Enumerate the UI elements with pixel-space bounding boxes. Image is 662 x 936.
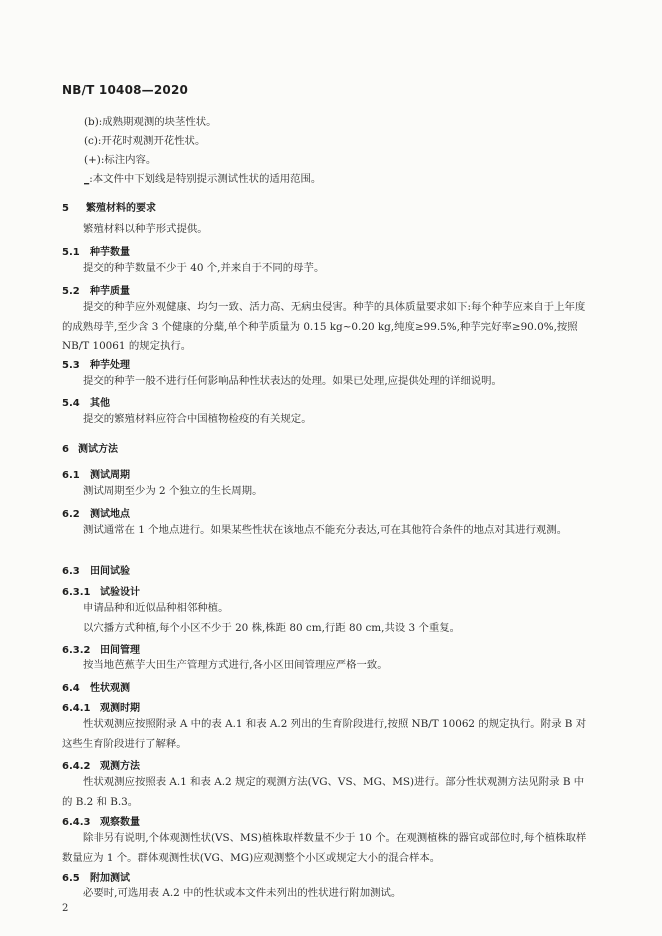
underline-note-text: :本文件中下划线是特别提示测试性状的适用范围。 bbox=[89, 173, 322, 185]
heading-6-3-1: 6.3.1 试验设计 bbox=[62, 587, 140, 598]
paragraph-6-4-2: 性状观测应按照表 A.1 和表 A.2 规定的观测方法(VG、VS、MG、MS)进行。部分性状观测方法见附录 B 中的 B.2 和 B.3。 bbox=[62, 776, 585, 808]
paragraph-6-2: 测试通常在 1 个地点进行。如果某些性状在该地点不能充分表达,可在其他符合条件的地点对其进行观测。 bbox=[83, 524, 568, 536]
note-underline bbox=[84, 171, 662, 187]
heading-5-1: 5.1 种芋数量 bbox=[62, 247, 130, 258]
paragraph-5-3: 提交的种芋一般不进行任何影响品种性状表达的处理。如果已处理,应提供处理的详细说明。 bbox=[83, 375, 502, 387]
heading-6-2: 6.2 测试地点 bbox=[62, 509, 130, 520]
paragraph-6-3-1-b: 以穴播方式种植,每个小区不少于 20 株,株距 80 cm,行距 80 cm,共设 3 个重复。 bbox=[83, 622, 461, 634]
paragraph-5-1: 提交的种芋数量不少于 40 个,并来自于不同的母芋。 bbox=[83, 262, 325, 274]
standard-number: NB/T 10408—2020 bbox=[62, 83, 189, 97]
note-b: (b):成熟期观测的块茎性状。 bbox=[84, 116, 217, 128]
heading-6: 6 测试方法 bbox=[62, 444, 118, 455]
note-c: (c):开花时观测开花性状。 bbox=[84, 135, 206, 147]
heading-6-3-2: 6.3.2 田间管理 bbox=[62, 645, 140, 656]
paragraph-6-1: 测试周期至少为 2 个独立的生长周期。 bbox=[83, 485, 263, 497]
heading-6-3: 6.3 田间试验 bbox=[62, 566, 130, 577]
paragraph-6-5: 必要时,可选用表 A.2 中的性状或本文件未列出的性状进行附加测试。 bbox=[83, 887, 402, 899]
underline-mark: _ bbox=[84, 173, 90, 185]
note-plus: (+):标注内容。 bbox=[84, 154, 157, 166]
heading-5-2: 5.2 种芋质量 bbox=[62, 286, 130, 297]
heading-6-5: 6.5 附加测试 bbox=[62, 873, 130, 884]
paragraph-5-4: 提交的繁殖材料应符合中国植物检疫的有关规定。 bbox=[83, 413, 312, 425]
heading-6-4-1: 6.4.1 观测时期 bbox=[62, 703, 140, 714]
paragraph-6-4-1: 性状观测应按照附录 A 中的表 A.1 和表 A.2 列出的生育阶段进行,按照 NB/T 10062 的规定执行。附录 B 对这些生育阶段进行了解释。 bbox=[62, 718, 587, 750]
heading-6-4-3: 6.4.3 观察数量 bbox=[62, 817, 140, 828]
heading-6-1: 6.1 测试周期 bbox=[62, 470, 130, 481]
heading-5: 5 繁殖材料的要求 bbox=[62, 203, 156, 214]
heading-5-3: 5.3 种芋处理 bbox=[62, 360, 130, 371]
paragraph-5: 繁殖材料以种芋形式提供。 bbox=[83, 223, 208, 235]
heading-5-4: 5.4 其他 bbox=[62, 398, 110, 409]
paragraph-6-4-3: 除非另有说明,个体观测性状(VS、MS)植株取样数量不少于 10 个。在观测植株的器官或部位时,每个植株取样数量应为 1 个。群体观测性状(VG、MG)应观测整个小区或规定大小的混合样本。 bbox=[62, 832, 587, 864]
heading-6-4: 6.4 性状观测 bbox=[62, 683, 130, 694]
paragraph-6-3-1-a: 申请品种和近似品种相邻种植。 bbox=[83, 602, 229, 614]
paragraph-5-2: 提交的种芋应外观健康、均匀一致、活力高、无病虫侵害。种芋的具体质量要求如下:每个种芋应来自于上年度的成熟母芋,至少含 3 个健康的分蘖,单个种芋质量为 0.15 kg~0.20 kg,纯度≥99.5%,种芋完好率≥90.0%,按照 NB/T 10061 的规定执行。 bbox=[62, 301, 586, 352]
page-number: 2 bbox=[62, 903, 69, 914]
heading-6-4-2: 6.4.2 观测方法 bbox=[62, 761, 140, 772]
paragraph-6-3-2: 按当地芭蕉芋大田生产管理方式进行,各小区田间管理应严格一致。 bbox=[83, 659, 388, 671]
